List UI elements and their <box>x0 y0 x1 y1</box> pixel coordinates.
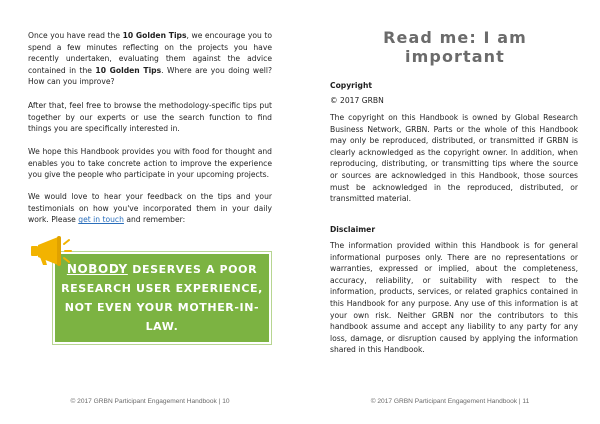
text-span: , we encourage you to spend a few minutes reflecting on the projects you have recently undertaken, evaluating them against the advice contained in the <box>28 31 273 75</box>
text-span: . Where are you doing well? How can you improve? <box>28 65 272 87</box>
get-in-touch-link[interactable]: get in touch <box>78 215 124 225</box>
golden-tips-bold: 10 Golden Tips <box>95 65 162 75</box>
callout-line-1 <box>67 260 257 279</box>
quote-callout-box <box>53 252 271 344</box>
text-span: We would love to hear your feedback on the tips and your testimonials on how you've incorporated them in your daily work. Please <box>28 192 272 225</box>
golden-tips-bold: 10 Golden Tips <box>122 31 187 40</box>
callout-line-3: NOT EVEN YOUR MOTHER-IN-LAW. <box>64 301 260 333</box>
hope-paragraph: We hope this Handbook provides you with food for thought and enables you to take concrete action to improve the experience you give the people who participate in your upcoming projects. <box>28 147 272 180</box>
left-page-footer: © 2017 GRBN Participant Engagement Handbook | 10 <box>70 398 230 405</box>
callout-emphasis: NOBODY <box>66 262 128 276</box>
right-page <box>300 0 600 424</box>
intro-paragraph <box>28 30 272 88</box>
text-span: and remember: <box>123 215 186 225</box>
right-page-footer: © 2017 GRBN Participant Engagement Handbook | 11 <box>370 398 530 405</box>
disclaimer-heading: Disclaimer <box>330 225 376 234</box>
megaphone-icon <box>28 234 72 268</box>
disclaimer-text: The information provided within this Handbook is for general informational purposes only. There are no representations or warranties, expressed or implied, about the completeness, accuracy, reliability, or suitability with respect to the information, products, services, or related graphics contained in this Handbook for any purpose. Any use of this information is at your own risk. Neither GRBN nor the contributors to this handbook assume and accept any liability to any party for any loss, damage, or disruption caused by applying the information shared in this Handbook. <box>330 241 578 355</box>
copyright-heading: Copyright <box>330 81 372 90</box>
browse-paragraph: After that, feel free to browse the methodology-specific tips put together by our experts or use the search function to find things you are specifically interested in. <box>28 101 272 134</box>
text-span: Once you have read the <box>28 31 123 40</box>
callout-text: DESERVES A POOR <box>127 263 258 276</box>
copyright-year: © 2017 GRBN <box>330 96 384 105</box>
page-title: Read me: I am important <box>383 28 527 66</box>
callout-line-2: RESEARCH USER EXPERIENCE, <box>61 282 263 295</box>
copyright-text: The copyright on this Handbook is owned by Global Research Business Network, GRBN. Parts or the whole of this Handbook may only be reproduced, distributed, or transmitted if GRBN is clearly acknowledged as the copyright owner. In addition, when reproducing, distributing, or transmitting tips where the source or sources are acknowledged in this Handbook, those sources must be acknowledged in the reproduced, distributed, or transmitted material. <box>330 113 578 204</box>
feedback-paragraph <box>28 191 272 226</box>
